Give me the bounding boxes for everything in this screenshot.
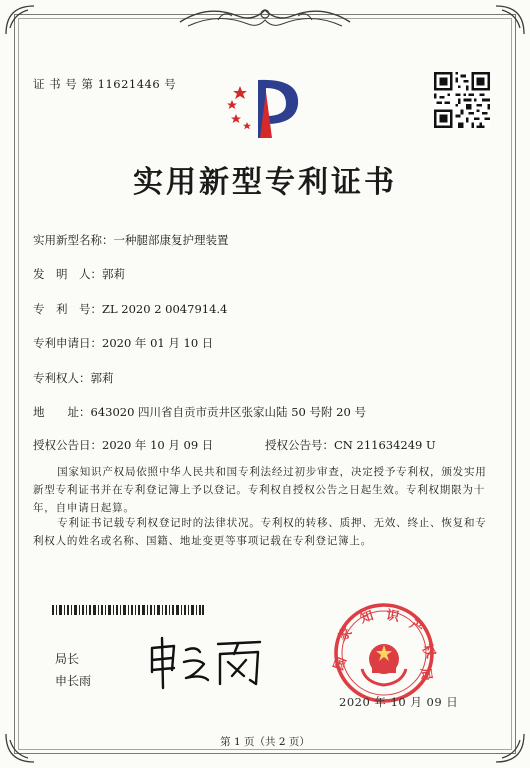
grant-number-row — [265, 437, 436, 453]
svg-text:知: 知 — [358, 608, 376, 627]
svg-text:国: 国 — [331, 655, 350, 673]
utility-model-name-label: 实用新型名称： — [33, 233, 114, 247]
patent-number-label: 专 利 号： — [33, 302, 102, 316]
signer-name: 申长雨 — [55, 674, 92, 688]
inventor-label: 发 明 人： — [33, 267, 102, 281]
cnipa-logo — [220, 72, 310, 144]
signer-title: 局长 — [55, 652, 80, 666]
svg-text:家: 家 — [335, 624, 356, 645]
utility-model-name-value: 一种腿部康复护理装置 — [113, 233, 229, 247]
patent-number-row — [33, 301, 227, 317]
filing-date-label: 专利申请日： — [33, 336, 102, 350]
patentee-value: 郭莉 — [90, 371, 114, 385]
certificate-title: 实用新型专利证书 — [133, 165, 397, 200]
certificate-number: 证 书 号 第 11621446 号 — [33, 77, 177, 91]
filing-date-row — [33, 335, 213, 351]
grant-number-label: 授权公告号： — [265, 438, 334, 452]
page-number: 第 1 页（共 2 页） — [220, 736, 310, 748]
handwritten-signature — [148, 636, 276, 690]
corner-ornament-top-right — [492, 4, 526, 38]
inventor-value: 郭莉 — [102, 267, 125, 281]
grant-statement-paragraph: 国家知识产权局依照中华人民共和国专利法经过初步审查，决定授予专利权，颁发实用新型专利证书并在专利登记簿上予以登记。专利权自授权公告之日起生效。专利权期限为十年，自申请日起算。 — [33, 465, 487, 514]
svg-text:权: 权 — [418, 642, 438, 661]
patent-number-value: ZL 2020 2 0047914.4 — [102, 302, 228, 316]
corner-ornament-top-left — [4, 4, 38, 38]
grant-date-label: 授权公告日： — [33, 438, 102, 452]
qr-code — [434, 72, 490, 128]
official-seal — [322, 601, 446, 705]
filing-date-value: 2020 年 01 月 10 日 — [102, 336, 214, 350]
grant-number-value: CN 211634249 U — [334, 438, 436, 452]
patentee-label: 专利权人： — [33, 371, 91, 385]
top-ornament — [178, 2, 352, 36]
grant-date-value: 2020 年 10 月 09 日 — [102, 438, 214, 452]
address-value: 643020 四川省自贡市贡井区张家山陆 50 号附 20 号 — [90, 405, 366, 419]
grant-date-row — [33, 437, 213, 453]
inventor-row — [33, 266, 125, 282]
svg-text:局: 局 — [417, 667, 434, 683]
patentee-row — [33, 370, 114, 386]
utility-model-name-row — [33, 232, 229, 248]
barcode — [52, 605, 204, 615]
seal-date: 2020 年 10 月 09 日 — [339, 695, 459, 709]
svg-text:产: 产 — [406, 617, 426, 638]
legal-status-paragraph: 专利证书记载专利权登记时的法律状况。专利权的转移、质押、无效、终止、恢复和专利权人的姓名或名称、国籍、地址变更等事项记载在专利登记簿上。 — [33, 516, 487, 547]
address-label: 地 址： — [33, 405, 91, 419]
address-row — [33, 404, 366, 420]
svg-text:识: 识 — [384, 608, 401, 626]
